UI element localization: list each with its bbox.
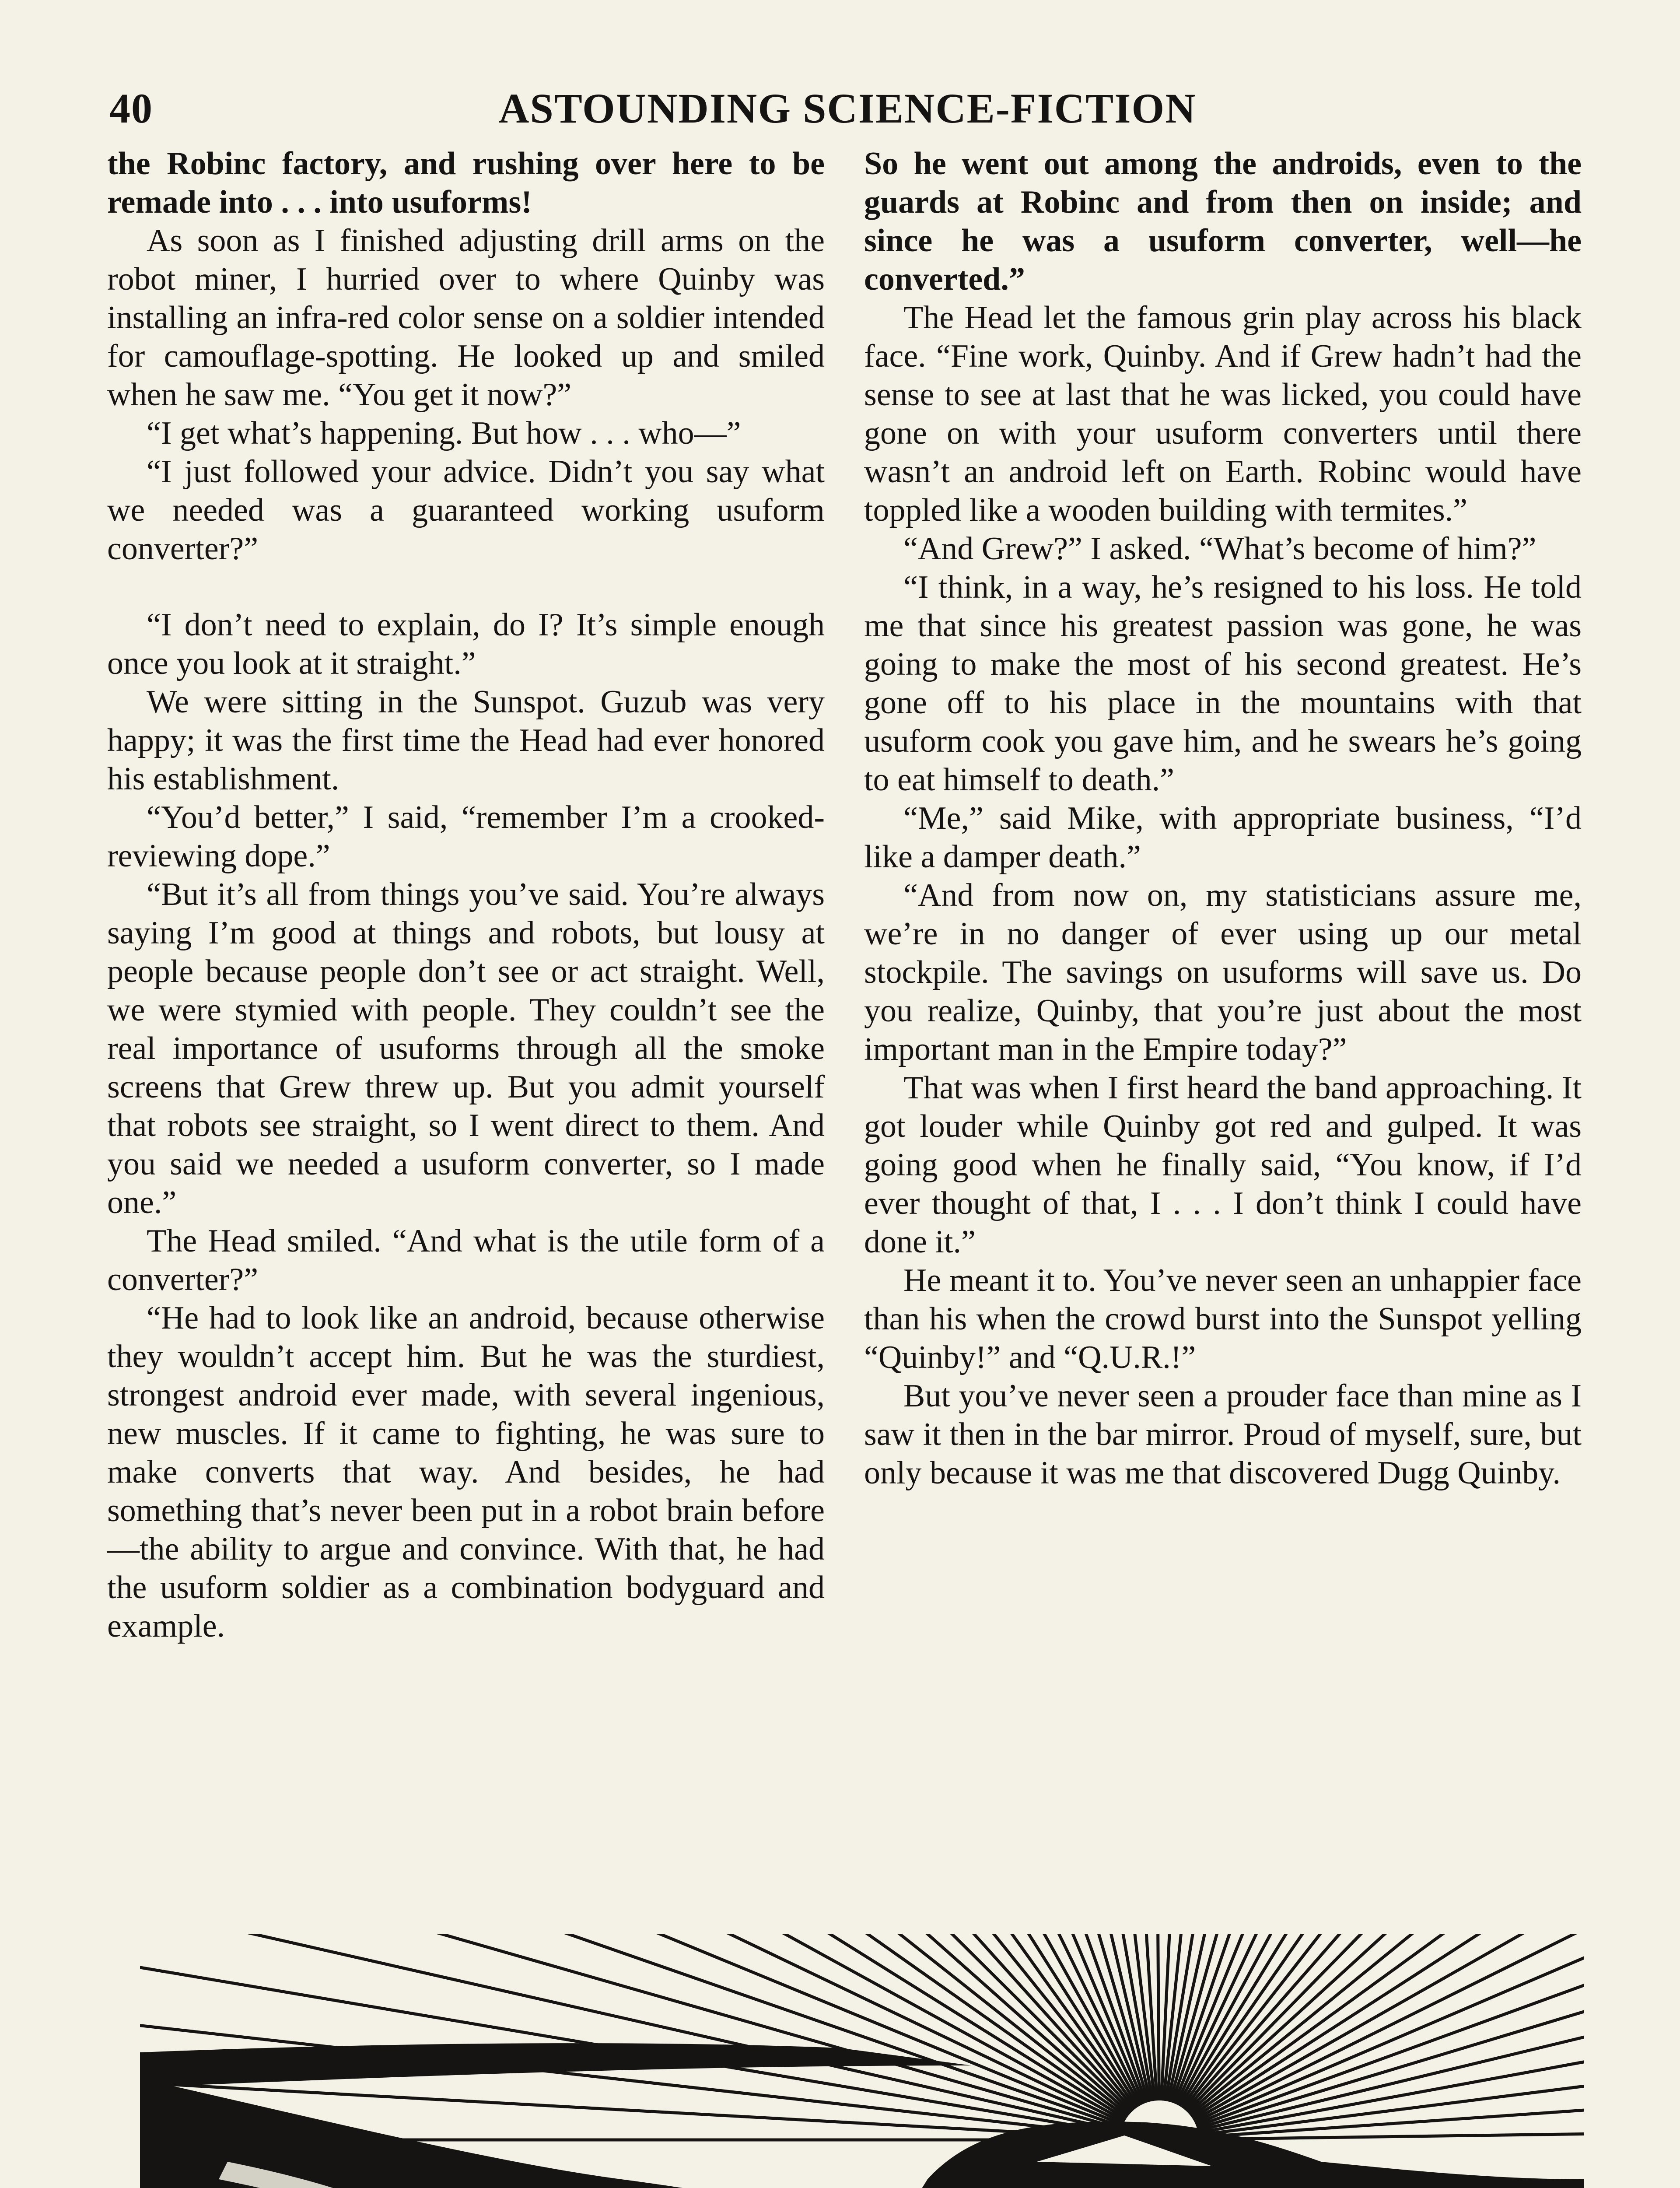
paragraph: the Robinc factory, and rushing over here to be remade into . . . into usuforms! — [107, 146, 825, 220]
page-number: 40 — [109, 85, 153, 132]
paragraph: “I just followed your advice. Didn’t you say what we needed was a guaranteed working usuform converter?” — [107, 454, 825, 567]
paragraph: “He had to look like an android, because otherwise they wouldn’t accept him. But he was the sturdiest, strongest android ever made, with several ingenious, new muscles. If it came to fighting, he was sure to make converts that way. And besides, he had something that’s never been put in a robot brain before—the ability to argue and convince. With that, he had the usuform soldier as a combination bodyguard and example. — [107, 1300, 825, 1644]
page-header — [105, 79, 1575, 136]
paragraph: “I think, in a way, he’s resigned to his loss. He told me that since his greatest passion was gone, he was going to make the most of his second greatest. He’s gone off to his place in the mountains with that usuform cook you gave him, and he swears he’s going to eat himself to death.” — [864, 569, 1582, 798]
sun-ray — [661, 1934, 1142, 2104]
sun-ray — [140, 1934, 1121, 2131]
paragraph: But you’ve never seen a prouder face than mine as I saw it then in the bar mirror. Proud of myself, sure, but only because it was me that discovered Dugg Quinby. — [864, 1378, 1582, 1491]
paragraph: He meant it to. You’ve never seen an unhappier face than his when the crowd burst into the Sunspot yelling “Quinby!” and “Q.U.R.!” — [864, 1262, 1582, 1375]
woodcut-drawing — [140, 1934, 1584, 2188]
paragraph: “I get what’s happening. But how . . . who—” — [147, 415, 741, 451]
paragraph: “I don’t need to explain, do I? It’s simple enough once you look at it straight.” — [107, 607, 825, 681]
paragraph: That was when I first heard the band approaching. It got louder while Quinby got red and gulped. It was going good when he finally said, “You know, if I’d ever thought of that, I . . . I don’t think I could have done it.” — [864, 1070, 1582, 1260]
text-column-right — [864, 144, 1582, 1492]
paragraph: The Head let the famous grin play across his black face. “Fine work, Quinby. And if Grew hadn’t had the sense to see at last that he was licked, you could have gone on with your usuform converters until there wasn’t an android left on Earth. Robinc would have toppled like a wooden building with termites.” — [864, 300, 1582, 528]
sun-ray — [230, 1934, 1127, 2117]
sun-ray — [140, 1934, 1124, 2123]
paragraph: “And Grew?” I asked. “What’s become of him?” — [903, 531, 1536, 567]
paragraph: “Me,” said Mike, with appropriate business, “I’d like a damper death.” — [864, 800, 1582, 875]
paragraph: “You’d better,” I said, “remember I’m a crooked-reviewing dope.” — [107, 799, 825, 874]
paragraph: So he went out among the androids, even to the guards at Robinc and from then on inside; and since he was a usuform converter, well—he converted.” — [864, 146, 1582, 297]
paragraph: “But it’s all from things you’ve said. You’re always saying I’m good at things and robots, but lousy at people because people don’t see or act straight. Well, we were stymied with people. They couldn’t see the real importance of usuforms through all the smoke screens that Grew threw up. But you admit yourself that robots see straight, so I went direct to them. And you said we needed a usuform converter, so I made one.” — [107, 877, 825, 1220]
sunrise-landscape-illustration — [140, 1934, 1584, 2188]
text-column-left — [107, 144, 825, 1645]
paragraph: As soon as I finished adjusting drill arms on the robot miner, I hurried over to where Quinby was installing an infra-red color sense on a soldier intended for camouflage-spotting. He looked up and smiled when he saw me. “You get it now?” — [107, 223, 825, 413]
paragraph: “And from now on, my statisticians assure me, we’re in no danger of ever using up our metal stockpile. The savings on usuforms will save us. Do you realize, Quinby, that you’re just about the most important man in the Empire today?” — [864, 877, 1582, 1067]
paragraph: We were sitting in the Sunspot. Guzub was very happy; it was the first time the Head had ever honored his establishment. — [107, 684, 825, 797]
sun-ray — [140, 1934, 1123, 2125]
cloud-band — [140, 2043, 971, 2087]
sun-ray — [140, 1934, 1121, 2129]
running-title: ASTOUNDING SCIENCE-FICTION — [499, 85, 1197, 132]
sun-rays — [140, 1934, 1584, 2140]
paragraph: The Head smiled. “And what is the utile form of a converter?” — [107, 1223, 825, 1297]
